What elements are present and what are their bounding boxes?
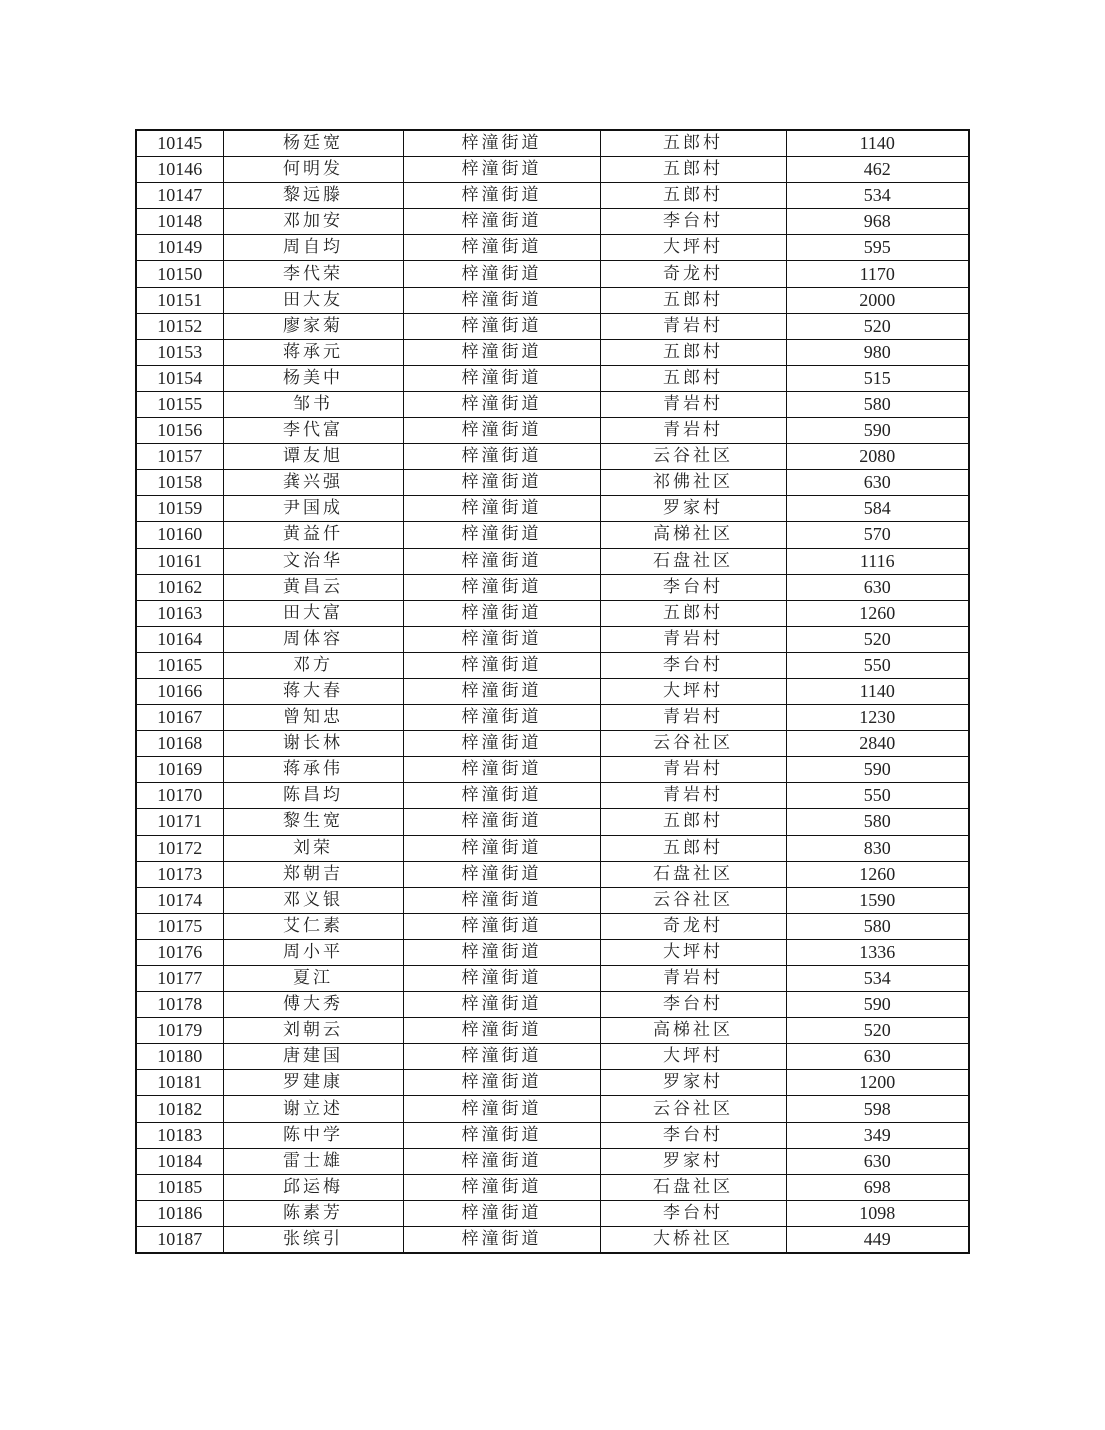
cell-name: 蒋大春 xyxy=(223,678,403,704)
table-row xyxy=(136,731,969,757)
cell-street: 梓潼街道 xyxy=(403,183,600,209)
cell-name: 蒋承伟 xyxy=(223,757,403,783)
cell-id: 10151 xyxy=(136,287,223,313)
cell-village: 五郎村 xyxy=(600,600,786,626)
cell-street: 梓潼街道 xyxy=(403,1044,600,1070)
cell-id: 10176 xyxy=(136,939,223,965)
cell-street: 梓潼街道 xyxy=(403,444,600,470)
cell-name: 张缤引 xyxy=(223,1226,403,1253)
cell-village: 五郎村 xyxy=(600,157,786,183)
table-row xyxy=(136,887,969,913)
table-row xyxy=(136,1174,969,1200)
cell-id: 10158 xyxy=(136,470,223,496)
cell-amount: 1140 xyxy=(786,678,969,704)
cell-amount: 1336 xyxy=(786,939,969,965)
cell-village: 五郎村 xyxy=(600,365,786,391)
cell-id: 10169 xyxy=(136,757,223,783)
cell-village: 五郎村 xyxy=(600,287,786,313)
cell-street: 梓潼街道 xyxy=(403,731,600,757)
cell-village: 青岩村 xyxy=(600,757,786,783)
cell-village: 李台村 xyxy=(600,1200,786,1226)
cell-name: 黄益仟 xyxy=(223,522,403,548)
cell-street: 梓潼街道 xyxy=(403,835,600,861)
cell-amount: 598 xyxy=(786,1096,969,1122)
cell-name: 罗建康 xyxy=(223,1070,403,1096)
cell-village: 李台村 xyxy=(600,209,786,235)
cell-street: 梓潼街道 xyxy=(403,548,600,574)
cell-id: 10174 xyxy=(136,887,223,913)
cell-amount: 2080 xyxy=(786,444,969,470)
cell-village: 五郎村 xyxy=(600,339,786,365)
cell-village: 大桥社区 xyxy=(600,1226,786,1253)
cell-id: 10178 xyxy=(136,992,223,1018)
table-row xyxy=(136,1122,969,1148)
cell-village: 青岩村 xyxy=(600,966,786,992)
cell-village: 云谷社区 xyxy=(600,731,786,757)
cell-id: 10166 xyxy=(136,678,223,704)
cell-street: 梓潼街道 xyxy=(403,705,600,731)
cell-name: 李代荣 xyxy=(223,261,403,287)
cell-amount: 2000 xyxy=(786,287,969,313)
cell-amount: 1170 xyxy=(786,261,969,287)
cell-street: 梓潼街道 xyxy=(403,313,600,339)
cell-name: 龚兴强 xyxy=(223,470,403,496)
table-row xyxy=(136,861,969,887)
cell-amount: 1098 xyxy=(786,1200,969,1226)
table-row xyxy=(136,1070,969,1096)
cell-name: 艾仁素 xyxy=(223,913,403,939)
cell-id: 10161 xyxy=(136,548,223,574)
table-row xyxy=(136,1200,969,1226)
cell-village: 青岩村 xyxy=(600,705,786,731)
cell-amount: 580 xyxy=(786,391,969,417)
table-row xyxy=(136,391,969,417)
cell-amount: 980 xyxy=(786,339,969,365)
cell-id: 10148 xyxy=(136,209,223,235)
cell-name: 田大富 xyxy=(223,600,403,626)
cell-amount: 534 xyxy=(786,183,969,209)
cell-village: 大坪村 xyxy=(600,1044,786,1070)
table-row xyxy=(136,339,969,365)
cell-amount: 584 xyxy=(786,496,969,522)
table-row xyxy=(136,1018,969,1044)
table-row xyxy=(136,835,969,861)
table-row xyxy=(136,261,969,287)
cell-id: 10168 xyxy=(136,731,223,757)
table-row xyxy=(136,966,969,992)
cell-name: 刘荣 xyxy=(223,835,403,861)
cell-amount: 550 xyxy=(786,783,969,809)
cell-name: 尹国成 xyxy=(223,496,403,522)
cell-amount: 590 xyxy=(786,757,969,783)
cell-amount: 1116 xyxy=(786,548,969,574)
table-row xyxy=(136,470,969,496)
cell-id: 10163 xyxy=(136,600,223,626)
cell-street: 梓潼街道 xyxy=(403,391,600,417)
table-row xyxy=(136,157,969,183)
cell-id: 10153 xyxy=(136,339,223,365)
cell-id: 10160 xyxy=(136,522,223,548)
cell-village: 大坪村 xyxy=(600,235,786,261)
cell-amount: 590 xyxy=(786,418,969,444)
table-row xyxy=(136,939,969,965)
cell-village: 青岩村 xyxy=(600,391,786,417)
cell-village: 石盘社区 xyxy=(600,548,786,574)
cell-name: 唐建国 xyxy=(223,1044,403,1070)
cell-amount: 595 xyxy=(786,235,969,261)
cell-village: 五郎村 xyxy=(600,183,786,209)
cell-street: 梓潼街道 xyxy=(403,1226,600,1253)
cell-amount: 630 xyxy=(786,1044,969,1070)
cell-street: 梓潼街道 xyxy=(403,418,600,444)
cell-name: 廖家菊 xyxy=(223,313,403,339)
cell-village: 青岩村 xyxy=(600,313,786,339)
cell-street: 梓潼街道 xyxy=(403,913,600,939)
cell-village: 罗家村 xyxy=(600,1070,786,1096)
cell-amount: 1260 xyxy=(786,861,969,887)
cell-name: 邹书 xyxy=(223,391,403,417)
cell-village: 李台村 xyxy=(600,652,786,678)
cell-village: 五郎村 xyxy=(600,835,786,861)
cell-id: 10175 xyxy=(136,913,223,939)
cell-name: 周小平 xyxy=(223,939,403,965)
cell-name: 黎远滕 xyxy=(223,183,403,209)
cell-village: 高梯社区 xyxy=(600,522,786,548)
cell-name: 邓方 xyxy=(223,652,403,678)
cell-id: 10162 xyxy=(136,574,223,600)
cell-street: 梓潼街道 xyxy=(403,365,600,391)
cell-street: 梓潼街道 xyxy=(403,261,600,287)
table-row xyxy=(136,522,969,548)
cell-amount: 570 xyxy=(786,522,969,548)
cell-village: 青岩村 xyxy=(600,418,786,444)
cell-street: 梓潼街道 xyxy=(403,339,600,365)
cell-id: 10182 xyxy=(136,1096,223,1122)
cell-name: 邱运梅 xyxy=(223,1174,403,1200)
cell-street: 梓潼街道 xyxy=(403,809,600,835)
cell-name: 杨廷宽 xyxy=(223,130,403,157)
cell-amount: 349 xyxy=(786,1122,969,1148)
cell-village: 罗家村 xyxy=(600,1148,786,1174)
cell-street: 梓潼街道 xyxy=(403,1174,600,1200)
cell-amount: 580 xyxy=(786,809,969,835)
cell-village: 青岩村 xyxy=(600,783,786,809)
cell-name: 陈素芳 xyxy=(223,1200,403,1226)
cell-amount: 630 xyxy=(786,574,969,600)
cell-name: 邓加安 xyxy=(223,209,403,235)
cell-name: 蒋承元 xyxy=(223,339,403,365)
cell-id: 10154 xyxy=(136,365,223,391)
cell-village: 云谷社区 xyxy=(600,1096,786,1122)
cell-id: 10165 xyxy=(136,652,223,678)
cell-village: 李台村 xyxy=(600,992,786,1018)
table-row xyxy=(136,809,969,835)
cell-name: 谢长林 xyxy=(223,731,403,757)
cell-street: 梓潼街道 xyxy=(403,652,600,678)
roster-table xyxy=(135,129,970,1254)
cell-id: 10170 xyxy=(136,783,223,809)
cell-id: 10187 xyxy=(136,1226,223,1253)
cell-amount: 515 xyxy=(786,365,969,391)
cell-street: 梓潼街道 xyxy=(403,574,600,600)
cell-name: 傅大秀 xyxy=(223,992,403,1018)
cell-street: 梓潼街道 xyxy=(403,1122,600,1148)
cell-amount: 1230 xyxy=(786,705,969,731)
cell-village: 李台村 xyxy=(600,574,786,600)
cell-street: 梓潼街道 xyxy=(403,887,600,913)
table-row xyxy=(136,783,969,809)
table-row xyxy=(136,678,969,704)
cell-amount: 1200 xyxy=(786,1070,969,1096)
cell-id: 10152 xyxy=(136,313,223,339)
cell-amount: 2840 xyxy=(786,731,969,757)
cell-name: 谭友旭 xyxy=(223,444,403,470)
table-row xyxy=(136,1148,969,1174)
table-row xyxy=(136,496,969,522)
cell-id: 10159 xyxy=(136,496,223,522)
cell-village: 李台村 xyxy=(600,1122,786,1148)
cell-amount: 550 xyxy=(786,652,969,678)
cell-amount: 698 xyxy=(786,1174,969,1200)
cell-village: 大坪村 xyxy=(600,939,786,965)
cell-name: 谢立述 xyxy=(223,1096,403,1122)
cell-id: 10173 xyxy=(136,861,223,887)
cell-id: 10181 xyxy=(136,1070,223,1096)
cell-name: 周自均 xyxy=(223,235,403,261)
table-row xyxy=(136,652,969,678)
cell-amount: 1590 xyxy=(786,887,969,913)
cell-name: 文治华 xyxy=(223,548,403,574)
cell-id: 10146 xyxy=(136,157,223,183)
cell-id: 10157 xyxy=(136,444,223,470)
table-row xyxy=(136,444,969,470)
cell-street: 梓潼街道 xyxy=(403,626,600,652)
cell-name: 郑朝吉 xyxy=(223,861,403,887)
cell-street: 梓潼街道 xyxy=(403,783,600,809)
cell-street: 梓潼街道 xyxy=(403,757,600,783)
cell-amount: 520 xyxy=(786,313,969,339)
cell-amount: 449 xyxy=(786,1226,969,1253)
cell-amount: 1140 xyxy=(786,130,969,157)
table-row xyxy=(136,1096,969,1122)
cell-id: 10186 xyxy=(136,1200,223,1226)
cell-id: 10184 xyxy=(136,1148,223,1174)
cell-street: 梓潼街道 xyxy=(403,209,600,235)
cell-id: 10156 xyxy=(136,418,223,444)
table-row xyxy=(136,1226,969,1253)
cell-street: 梓潼街道 xyxy=(403,861,600,887)
table-row xyxy=(136,235,969,261)
cell-village: 石盘社区 xyxy=(600,1174,786,1200)
cell-street: 梓潼街道 xyxy=(403,1200,600,1226)
cell-village: 高梯社区 xyxy=(600,1018,786,1044)
table-row xyxy=(136,209,969,235)
cell-street: 梓潼街道 xyxy=(403,130,600,157)
cell-id: 10172 xyxy=(136,835,223,861)
table-row xyxy=(136,548,969,574)
cell-street: 梓潼街道 xyxy=(403,1096,600,1122)
table-row xyxy=(136,992,969,1018)
cell-name: 夏江 xyxy=(223,966,403,992)
table-row xyxy=(136,626,969,652)
table-row xyxy=(136,287,969,313)
cell-amount: 968 xyxy=(786,209,969,235)
roster-table-body xyxy=(136,130,969,1253)
cell-name: 陈昌均 xyxy=(223,783,403,809)
cell-id: 10185 xyxy=(136,1174,223,1200)
cell-name: 黎生宽 xyxy=(223,809,403,835)
cell-street: 梓潼街道 xyxy=(403,496,600,522)
cell-id: 10180 xyxy=(136,1044,223,1070)
table-row xyxy=(136,1044,969,1070)
cell-id: 10167 xyxy=(136,705,223,731)
table-row xyxy=(136,913,969,939)
cell-amount: 534 xyxy=(786,966,969,992)
cell-street: 梓潼街道 xyxy=(403,600,600,626)
cell-village: 奇龙村 xyxy=(600,913,786,939)
cell-village: 云谷社区 xyxy=(600,887,786,913)
cell-street: 梓潼街道 xyxy=(403,470,600,496)
cell-amount: 580 xyxy=(786,913,969,939)
cell-street: 梓潼街道 xyxy=(403,1070,600,1096)
table-row xyxy=(136,705,969,731)
cell-amount: 1260 xyxy=(786,600,969,626)
cell-amount: 830 xyxy=(786,835,969,861)
table-row xyxy=(136,183,969,209)
cell-id: 10179 xyxy=(136,1018,223,1044)
cell-street: 梓潼街道 xyxy=(403,939,600,965)
cell-name: 李代富 xyxy=(223,418,403,444)
table-row xyxy=(136,130,969,157)
cell-village: 五郎村 xyxy=(600,130,786,157)
cell-street: 梓潼街道 xyxy=(403,157,600,183)
cell-village: 五郎村 xyxy=(600,809,786,835)
table-row xyxy=(136,757,969,783)
cell-village: 大坪村 xyxy=(600,678,786,704)
cell-street: 梓潼街道 xyxy=(403,1148,600,1174)
table-row xyxy=(136,313,969,339)
cell-name: 陈中学 xyxy=(223,1122,403,1148)
cell-street: 梓潼街道 xyxy=(403,287,600,313)
cell-amount: 520 xyxy=(786,626,969,652)
cell-village: 云谷社区 xyxy=(600,444,786,470)
cell-amount: 630 xyxy=(786,470,969,496)
table-row xyxy=(136,600,969,626)
cell-id: 10183 xyxy=(136,1122,223,1148)
cell-street: 梓潼街道 xyxy=(403,235,600,261)
table-row xyxy=(136,418,969,444)
cell-name: 曾知忠 xyxy=(223,705,403,731)
cell-village: 奇龙村 xyxy=(600,261,786,287)
cell-name: 杨美中 xyxy=(223,365,403,391)
cell-id: 10164 xyxy=(136,626,223,652)
cell-village: 罗家村 xyxy=(600,496,786,522)
cell-amount: 462 xyxy=(786,157,969,183)
cell-name: 何明发 xyxy=(223,157,403,183)
cell-village: 石盘社区 xyxy=(600,861,786,887)
cell-amount: 520 xyxy=(786,1018,969,1044)
cell-id: 10145 xyxy=(136,130,223,157)
cell-id: 10155 xyxy=(136,391,223,417)
cell-street: 梓潼街道 xyxy=(403,992,600,1018)
cell-id: 10149 xyxy=(136,235,223,261)
cell-street: 梓潼街道 xyxy=(403,522,600,548)
cell-street: 梓潼街道 xyxy=(403,678,600,704)
cell-id: 10150 xyxy=(136,261,223,287)
table-row xyxy=(136,574,969,600)
cell-village: 青岩村 xyxy=(600,626,786,652)
cell-street: 梓潼街道 xyxy=(403,1018,600,1044)
cell-name: 周体容 xyxy=(223,626,403,652)
cell-id: 10171 xyxy=(136,809,223,835)
cell-amount: 590 xyxy=(786,992,969,1018)
cell-name: 刘朝云 xyxy=(223,1018,403,1044)
cell-name: 邓义银 xyxy=(223,887,403,913)
cell-name: 雷士雄 xyxy=(223,1148,403,1174)
table-row xyxy=(136,365,969,391)
cell-name: 田大友 xyxy=(223,287,403,313)
cell-id: 10177 xyxy=(136,966,223,992)
cell-amount: 630 xyxy=(786,1148,969,1174)
cell-village: 祁佛社区 xyxy=(600,470,786,496)
cell-name: 黄昌云 xyxy=(223,574,403,600)
cell-street: 梓潼街道 xyxy=(403,966,600,992)
cell-id: 10147 xyxy=(136,183,223,209)
